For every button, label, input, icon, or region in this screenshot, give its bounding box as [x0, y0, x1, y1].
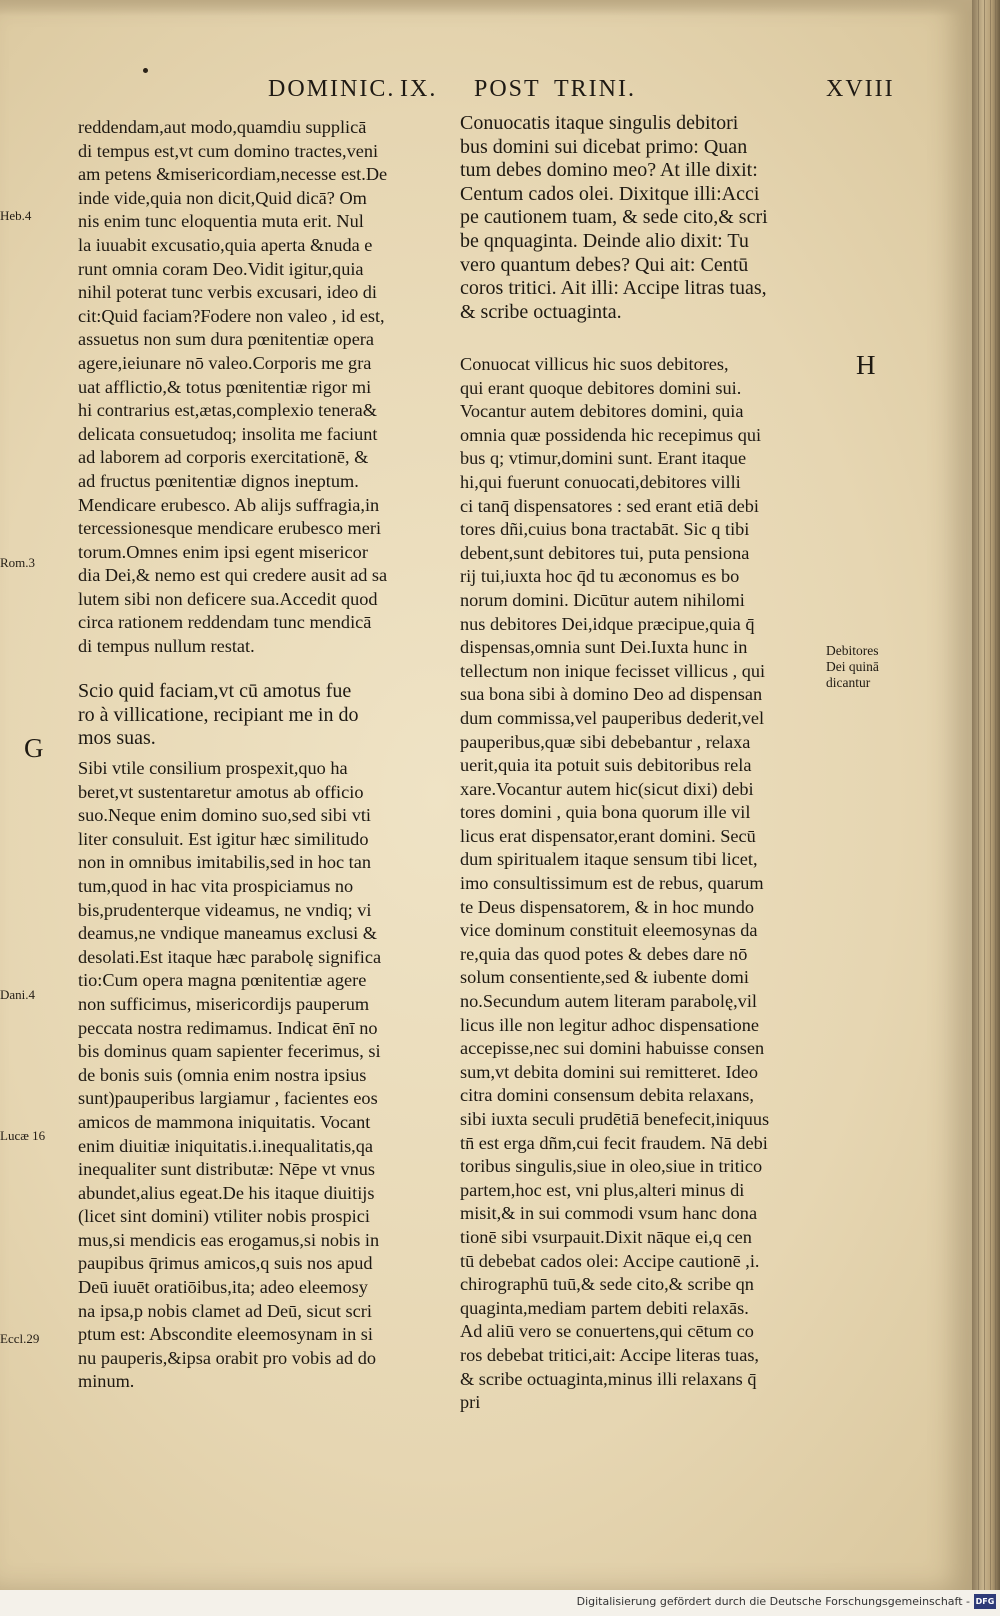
- footer-bar: [0, 1590, 1000, 1616]
- text-line: citra domini consensum debita relaxans,: [460, 1085, 754, 1106]
- ink-dot: [143, 68, 148, 73]
- text-line: omnia quæ possidenda hic recepimus qui: [460, 424, 762, 445]
- text-line: licus erat dispensator,erant domini. Secū: [460, 825, 756, 846]
- text-line: amicos de mammona iniquitatis. Vocant: [78, 1111, 371, 1132]
- text-line: nu pauperis,&ipsa orabit pro vobis ad do: [78, 1347, 377, 1368]
- page-top-shadow: [0, 0, 972, 16]
- right-lemma: [460, 112, 820, 324]
- side-note-debitores: [826, 643, 916, 691]
- text-line: tum,quod in hac vita prospiciamus no: [78, 875, 354, 896]
- margin-note-dani: Dani.4: [0, 987, 36, 1002]
- text-line: torum.Omnes enim ipsi egent misericor: [78, 541, 368, 562]
- text-line: bis,prudenterque videamus, ne vndiq; vi: [78, 899, 372, 920]
- text-line: quaginta,mediam partem debiti relaxās.: [460, 1297, 749, 1318]
- text-line: enim diuitiæ iniquitatis.i.inequalitatis,qa: [78, 1135, 374, 1156]
- text-line: mus,si mendicis eas erogamus,si nobis in: [78, 1229, 380, 1250]
- text-line: la iuuabit excusatio,quia aperta &nuda e: [78, 234, 373, 255]
- text-line: am petens &misericordiam,necesse est.De: [78, 164, 388, 185]
- text-line: ptum est: Abscondite eleemosynam in si: [78, 1324, 373, 1345]
- text-line: inde vide,quia non dicit,Quid dicā? Om: [78, 187, 367, 208]
- text-line: ad fructus pœnitentiæ dignos ineptum.: [78, 470, 359, 491]
- text-line: hi contrarius est,ætas,complexio tenera&: [78, 400, 378, 421]
- text-line: delicata consuetudoq; insolita me faciunt: [78, 423, 378, 444]
- text-line: nihil poterat tunc verbis excusari, ideo di: [78, 282, 378, 303]
- header-ix: IX.: [400, 76, 438, 102]
- text-line: be qnquaginta. Deinde alio dixit: Tu: [460, 229, 749, 252]
- text-line: tn̄ est erga dñm,cui fecit fraudem. Nā debi: [460, 1132, 768, 1153]
- side-note-line: Debitores: [826, 643, 879, 658]
- text-line: pe cautionem tuam, & sede cito,& scri: [460, 206, 768, 229]
- text-line: na ipsa,p nobis clamet ad Deū, sicut scri: [78, 1300, 372, 1321]
- text-line: misit,& in sui commodi vsum hanc dona: [460, 1203, 758, 1224]
- text-line: dia Dei,& nemo est qui credere ausit ad sa: [78, 565, 388, 586]
- side-note-line: dicantur: [826, 675, 871, 690]
- text-line: Scio quid faciam,vt cū amotus fue: [78, 680, 352, 702]
- text-line: ad laborem ad corporis exercitationē, &: [78, 447, 369, 468]
- text-line: Vocantur autem debitores domini, quia: [460, 401, 744, 422]
- text-line: Deū iuuēt oratiōibus,ita; adeo eleemosy: [78, 1277, 368, 1298]
- text-line: licus ille non legitur adhoc dispensatione: [460, 1014, 760, 1035]
- text-line: chirographū tuū,& sede cito,& scribe qn: [460, 1274, 754, 1295]
- text-line: lutem sibi non deficere sua.Accedit quod: [78, 588, 378, 609]
- text-line: minum.: [78, 1371, 135, 1392]
- text-line: ros debebat tritici,ait: Accipe literas tuas,: [460, 1344, 759, 1365]
- text-line: di tempus nullum restat.: [78, 636, 255, 657]
- text-line: deamus,ne vndique maneamus exclusi &: [78, 923, 378, 944]
- dfg-logo: DFG: [974, 1594, 996, 1609]
- left-column-text: [78, 116, 438, 659]
- text-line: qui erant quoque debitores domini sui.: [460, 377, 742, 398]
- text-line: cit:Quid faciam?Fodere non valeo , id est,: [78, 305, 385, 326]
- header-trini: TRINI.: [554, 76, 636, 102]
- text-line: tellectum non inique fecisset villicus , qui: [460, 660, 766, 681]
- text-line: uat afflictio,& totus pœnitentiæ rigor mi: [78, 376, 372, 397]
- text-line: debent,sunt debitores tui, puta pensiona: [460, 542, 750, 563]
- text-line: tionē sibi vsurpauit.Dixit nāque ei,q cen: [460, 1226, 752, 1247]
- text-line: tū debebat cados olei: Accipe cautionē ,i.: [460, 1250, 760, 1271]
- text-line: suo.Neque enim domino suo,sed sibi vti: [78, 805, 371, 826]
- text-line: dum commissa,vel pauperibus dederit,vel: [460, 707, 765, 728]
- text-line: ci tanq̄ dispensatores : sed erant etiā debi: [460, 495, 759, 516]
- footer-credit: Digitalisierung gefördert durch die Deutsche Forschungsgemeinschaft -: [576, 1595, 970, 1608]
- text-line: tores domini , quia bona quorum ille vil: [460, 802, 751, 823]
- text-line: desolati.Est itaque hæc parabolę significa: [78, 946, 382, 967]
- running-header: [268, 76, 908, 110]
- text-line: assuetus non sum dura pœnitentiæ opera: [78, 329, 375, 350]
- header-dominic: DOMINIC.: [268, 76, 396, 102]
- text-line: peccata nostra redimamus. Indicat ēnī no: [78, 1017, 378, 1038]
- text-line: xare.Vocantur autem hic(sicut dixi) debi: [460, 778, 754, 799]
- text-line: norum domini. Dicūtur autem nihilomi: [460, 589, 745, 610]
- text-line: hi,qui fuerunt conuocati,debitores villi: [460, 471, 741, 492]
- margin-note-eccl: Eccl.29: [0, 1331, 40, 1346]
- text-line: runt omnia coram Deo.Vidit igitur,quia: [78, 258, 364, 279]
- text-line: sua bona sibi à domino Deo ad dispensan: [460, 684, 763, 705]
- text-line: tum debes domino meo? At ille dixit:: [460, 159, 758, 182]
- text-line: ro à villicatione, recipiant me in do: [78, 703, 359, 726]
- text-line: beret,vt sustentaretur amotus ab officio: [78, 781, 364, 802]
- text-line: bus domini sui dicebat primo: Quan: [460, 135, 748, 158]
- text-line: bis dominus quam sapienter fecerimus, si: [78, 1041, 381, 1062]
- text-line: tercessionesque mendicare erubesco meri: [78, 518, 382, 539]
- text-line: liter consuluit. Est igitur hæc similitudo: [78, 828, 369, 849]
- side-note-line: Dei quinā: [826, 659, 879, 674]
- text-line: uerit,quia ita potuit suis debitoribus rela: [460, 755, 752, 776]
- text-line: Conuocatis itaque singulis debitori: [460, 112, 739, 134]
- text-line: (licet sint domini) vtiliter nobis prospici: [78, 1206, 370, 1227]
- text-line: mos suas.: [78, 727, 156, 750]
- text-line: tio:Cum opera magna pœnitentiæ agere: [78, 970, 367, 991]
- text-line: imo consultissimum est de rebus, quarum: [460, 873, 764, 894]
- text-line: partem,hoc est, vni plus,alteri minus di: [460, 1179, 745, 1200]
- text-line: de bonis suis (omnia enim nostra ipsius: [78, 1064, 367, 1085]
- text-line: pauperibus,quæ sibi debebantur , relaxa: [460, 731, 751, 752]
- text-line: nus debitores Dei,idque præcipue,quia q̄: [460, 613, 755, 634]
- text-line: dispensas,omnia sunt Dei.Iuxta hunc in: [460, 637, 748, 658]
- left-column-text-2: [78, 757, 438, 1394]
- folio-number: XVIII: [826, 76, 895, 102]
- section-letter-h: H: [856, 350, 876, 380]
- text-line: solum consentiente,sed & iubente domi: [460, 967, 749, 988]
- text-line: coros tritici. Ait illi: Accipe litras tuas,: [460, 277, 767, 300]
- text-line: Sibi vtile consilium prospexit,quo ha: [78, 758, 348, 778]
- margin-note-heb: Heb.4: [0, 208, 32, 223]
- text-line: Centum cados olei. Dixitque illi:Acci: [460, 182, 760, 205]
- right-column-text: [460, 353, 820, 1415]
- text-line: bus q; vtimur,domini sunt. Erant itaque: [460, 448, 747, 469]
- text-line: te Deus dispensatorem, & in hoc mundo: [460, 896, 754, 917]
- text-line: & scribe octuaginta,minus illi relaxans q̄: [460, 1368, 757, 1389]
- text-line: accepisse,nec sui domini habuisse consen: [460, 1038, 765, 1059]
- header-post: POST: [474, 76, 541, 102]
- text-line: no.Secundum autem literam parabolę,vil: [460, 991, 757, 1012]
- text-line: paupibus q̄rimus amicos,q suis nos apud: [78, 1253, 373, 1274]
- section-letter-g: G: [24, 733, 44, 763]
- text-line: reddendam,aut modo,quamdiu supplicā: [78, 117, 367, 137]
- text-line: sunt)pauperibus largiamur , facientes eos: [78, 1088, 378, 1109]
- text-line: abundet,alius egeat.De his itaque diuitijs: [78, 1182, 375, 1203]
- text-line: di tempus est,vt cum domino tractes,veni: [78, 140, 379, 161]
- text-line: rij tui,iuxta hoc q̄d tu æconomus es bo: [460, 566, 740, 587]
- margin-note-rom: Rom.3: [0, 555, 36, 570]
- margin-note-luc: Lucæ 16: [0, 1128, 46, 1143]
- text-line: Conuocat villicus hic suos debitores,: [460, 354, 729, 374]
- text-line: pri: [460, 1392, 481, 1413]
- text-line: non sufficimus, misericordijs pauperum: [78, 993, 370, 1014]
- text-line: toribus singulis,siue in oleo,siue in tritico: [460, 1156, 763, 1177]
- text-line: re,quia das quod potes & debes dare nō: [460, 943, 748, 964]
- text-line: non in omnibus imitabilis,sed in hoc tan: [78, 852, 371, 873]
- text-line: sum,vt debita domini sui remitteret. Ideo: [460, 1061, 759, 1082]
- text-line: sibi iuxta seculi prudētiā benefecit,iniquus: [460, 1109, 770, 1129]
- text-line: inequaliter sunt distributæ: Nēpe vt vnus: [78, 1159, 376, 1180]
- text-line: dum spiritualem itaque sensum tibi licet,: [460, 849, 758, 870]
- text-line: tores dñi,cuius bona tractabāt. Sic q tibi: [460, 519, 750, 540]
- text-line: Ad aliū vero se conuertens,qui cētum co: [460, 1321, 754, 1342]
- page-edge: [972, 0, 1000, 1590]
- text-line: vero quantum debes? Qui ait: Centū: [460, 253, 749, 276]
- text-line: circa rationem reddendam tunc mendicā: [78, 612, 372, 633]
- text-line: Mendicare erubesco. Ab alijs suffragia,in: [78, 494, 380, 515]
- text-line: agere,ieiunare nō valeo.Corporis me gra: [78, 352, 372, 373]
- left-lemma: [78, 680, 438, 751]
- text-line: vice dominum constituit eleemosynas da: [460, 920, 758, 941]
- text-line: nis enim tunc eloquentia muta erit. Nul: [78, 211, 364, 232]
- text-line: & scribe octuaginta.: [460, 300, 622, 323]
